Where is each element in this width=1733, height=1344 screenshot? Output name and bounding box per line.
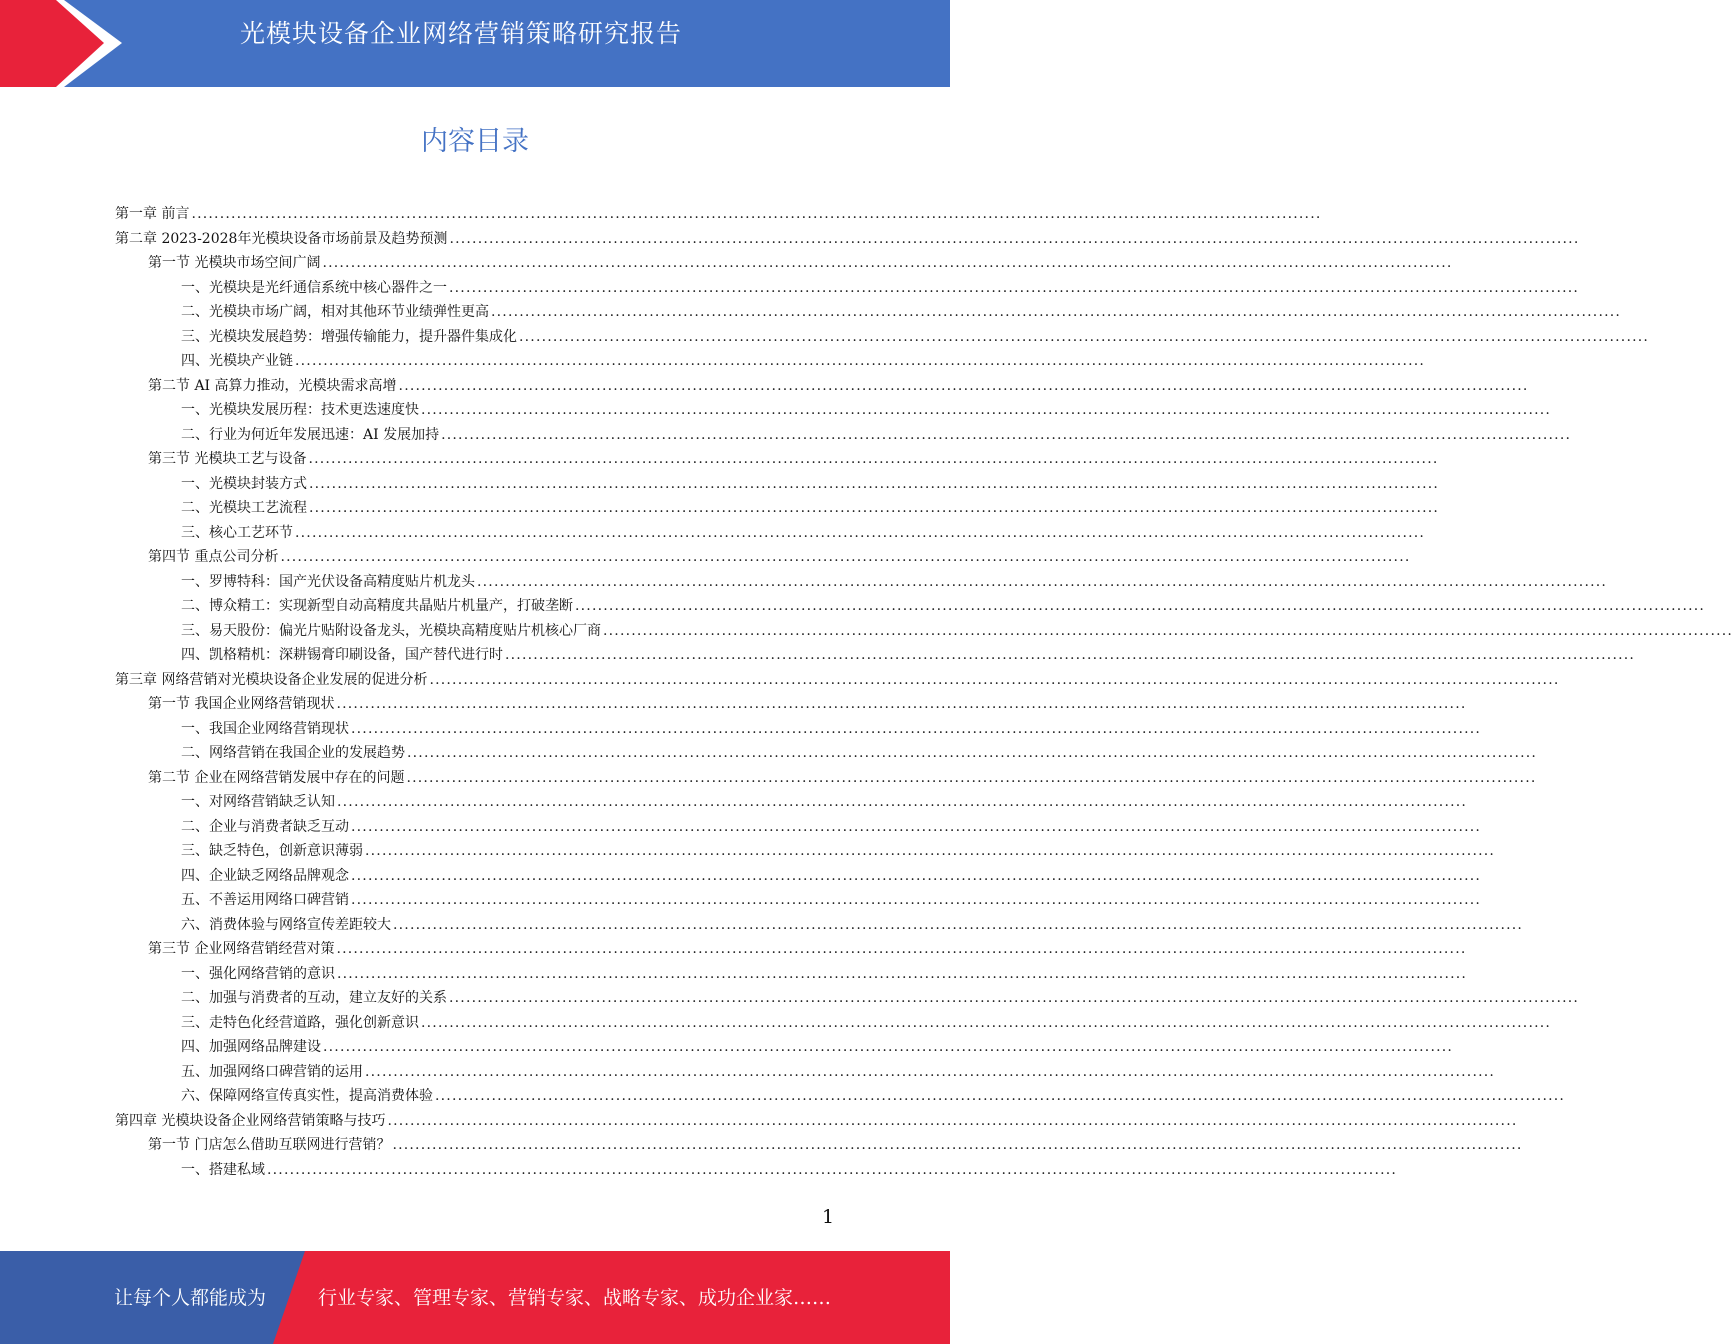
toc-entry[interactable] — [0, 790, 1468, 815]
toc-entry[interactable] — [0, 570, 1608, 595]
toc-leader-dots: ........................................................................................................................................................................................................ — [322, 255, 1453, 271]
toc-entry[interactable] — [0, 619, 1733, 644]
toc-entry[interactable] — [0, 447, 1439, 472]
toc-entry[interactable] — [0, 643, 1636, 668]
toc-leader-dots: ........................................................................................................................................................................................................ — [336, 941, 1467, 957]
toc-entry[interactable] — [0, 202, 1322, 227]
report-title: 光模块设备企业网络营销策略研究报告 — [240, 19, 683, 48]
toc-leader-dots: ........................................................................................................................................................................................................ — [406, 769, 1537, 786]
toc-entry[interactable] — [0, 1011, 1552, 1036]
toc-entry[interactable] — [0, 888, 1482, 913]
toc-title: 内容目录 — [421, 126, 529, 157]
report-header — [0, 0, 950, 87]
toc-entry-label: 一、搭建私域 — [181, 1161, 265, 1178]
toc-entry-label: 一、对网络营销缺乏认知 — [181, 794, 335, 810]
toc-entry-label: 三、核心工艺环节 — [181, 524, 293, 541]
toc-entry[interactable] — [0, 1035, 1454, 1060]
toc-leader-dots: ........................................................................................................................................................................................................ — [351, 818, 1482, 835]
toc-entry-label: 第四节 重点公司分析 — [148, 549, 279, 565]
toc-entry[interactable] — [0, 398, 1552, 423]
toc-leader-dots: ........................................................................................................................................................................................................ — [449, 990, 1580, 1006]
toc-entry-label: 二、企业与消费者缺乏互动 — [181, 818, 349, 835]
toc-leader-dots: ........................................................................................................................................................................................................ — [295, 524, 1426, 541]
toc-entry-label: 四、企业缺乏网络品牌观念 — [181, 867, 349, 884]
toc-entry-label: 二、光模块市场广阔，相对其他环节业绩弹性更高 — [181, 304, 489, 320]
toc-entry[interactable] — [0, 521, 1426, 546]
toc-entry-label: 三、光模块发展趋势：增强传输能力，提升器件集成化 — [181, 328, 517, 345]
toc-entry[interactable] — [0, 913, 1524, 938]
toc-entry[interactable] — [0, 839, 1496, 864]
toc-entry-label: 一、我国企业网络营销现状 — [181, 720, 349, 737]
toc-entry-label: 第三节 光模块工艺与设备 — [148, 451, 307, 467]
toc-leader-dots: ........................................................................................................................................................................................................ — [392, 1137, 1523, 1153]
toc-entry-label: 二、博众精工：实现新型自动高精度共晶贴片机量产，打破垄断 — [181, 598, 573, 614]
footer-banner — [0, 1251, 950, 1344]
toc-entry-label: 第二节 AI 高算力推动，光模块需求高增 — [148, 377, 397, 394]
toc-entry-label: 一、强化网络营销的意识 — [181, 965, 335, 982]
toc-leader-dots: ........................................................................................................................................................................................................ — [449, 230, 1580, 247]
toc-entry-label: 二、网络营销在我国企业的发展趋势 — [181, 745, 405, 761]
toc-leader-dots: ........................................................................................................................................................................................................ — [449, 279, 1580, 296]
toc-leader-dots: ........................................................................................................................................................................................................ — [491, 304, 1622, 320]
toc-entry[interactable] — [0, 1060, 1496, 1085]
toc-leader-dots: ........................................................................................................................................................................................................ — [575, 598, 1706, 614]
toc-entry[interactable] — [0, 692, 1467, 717]
toc-entry[interactable] — [0, 374, 1529, 399]
footer-roles: 行业专家、管理专家、营销专家、战略专家、成功企业家…… — [318, 1287, 832, 1309]
toc-leader-dots: ........................................................................................................................................................................................................ — [365, 843, 1496, 859]
toc-entry-label: 一、光模块发展历程：技术更迭速度快 — [181, 402, 419, 418]
toc-entry-label: 四、凯格精机：深耕锡膏印刷设备，国产替代进行时 — [181, 647, 503, 663]
toc-entry[interactable] — [0, 668, 1560, 693]
toc-entry-label: 第二章 2023-2028年光模块设备市场前景及趋势预测 — [115, 230, 448, 247]
toc-leader-dots: ........................................................................................................................................................................................................ — [477, 573, 1608, 590]
toc-entry[interactable] — [0, 717, 1482, 742]
toc-entry[interactable] — [0, 962, 1468, 987]
toc-entry-label: 第三章 网络营销对光模块设备企业发展的促进分析 — [115, 671, 428, 688]
toc-leader-dots: ........................................................................................................................................................................................................ — [365, 1063, 1496, 1080]
toc-entry-label: 一、罗博特科：国产光伏设备高精度贴片机龙头 — [181, 573, 475, 590]
toc-entry[interactable] — [0, 815, 1482, 840]
page-number: 1 — [822, 1206, 835, 1228]
toc-entry[interactable] — [0, 766, 1537, 791]
toc-leader-dots: ........................................................................................................................................................................................................ — [309, 475, 1440, 492]
toc-entry-label: 三、缺乏特色，创新意识薄弱 — [181, 843, 363, 859]
toc-entry-label: 第二节 企业在网络营销发展中存在的问题 — [148, 769, 405, 786]
toc-leader-dots: ........................................................................................................................................................................................................ — [441, 426, 1572, 443]
toc-entry[interactable] — [0, 937, 1467, 962]
toc-entry-label: 六、保障网络宣传真实性，提高消费体验 — [181, 1088, 433, 1104]
toc-leader-dots: ........................................................................................................................................................................................................ — [337, 794, 1468, 810]
toc-entry-label: 第三节 企业网络营销经营对策 — [148, 941, 335, 957]
toc-entry-label: 二、光模块工艺流程 — [181, 500, 307, 516]
toc-leader-dots: ........................................................................................................................................................................................................ — [519, 328, 1650, 345]
toc-leader-dots: ........................................................................................................................................................................................................ — [191, 206, 1322, 222]
toc-leader-dots: ........................................................................................................................................................................................................ — [280, 549, 1411, 565]
toc-entry[interactable] — [0, 251, 1453, 276]
toc-entry[interactable] — [0, 986, 1580, 1011]
toc-leader-dots: ........................................................................................................................................................................................................ — [337, 965, 1468, 982]
toc-entry-label: 五、不善运用网络口碑营销 — [181, 892, 349, 908]
toc-leader-dots: ........................................................................................................................................................................................................ — [308, 451, 1439, 467]
toc-leader-dots: ........................................................................................................................................................................................................ — [323, 1039, 1454, 1055]
footer-slogan: 让每个人都能成为 — [114, 1287, 267, 1309]
toc-entry-label: 二、行业为何近年发展迅速：AI 发展加持 — [181, 426, 440, 443]
toc-entry[interactable] — [0, 423, 1572, 448]
toc-leader-dots: ........................................................................................................................................................................................................ — [421, 1014, 1552, 1031]
toc-leader-dots: ........................................................................................................................................................................................................ — [336, 696, 1467, 712]
toc-leader-dots: ........................................................................................................................................................................................................ — [351, 892, 1482, 908]
toc-entry[interactable] — [0, 496, 1440, 521]
toc-entry-label: 六、消费体验与网络宣传差距较大 — [181, 916, 391, 933]
toc-entry-label: 三、易天股份：偏光片贴附设备龙头，光模块高精度贴片机核心厂商 — [181, 622, 601, 639]
toc-leader-dots: ........................................................................................................................................................................................................ — [387, 1112, 1518, 1129]
toc-entry-label: 五、加强网络口碑营销的运用 — [181, 1063, 363, 1080]
toc-leader-dots: ........................................................................................................................................................................................................ — [429, 671, 1560, 688]
toc-entry-label: 三、走特色化经营道路，强化创新意识 — [181, 1014, 419, 1031]
toc-entry[interactable] — [0, 300, 1622, 325]
toc-entry-label: 一、光模块是光纤通信系统中核心器件之一 — [181, 279, 447, 296]
toc-entry[interactable] — [0, 325, 1650, 350]
toc-leader-dots: ........................................................................................................................................................................................................ — [421, 402, 1552, 418]
toc-leader-dots: ........................................................................................................................................................................................................ — [351, 720, 1482, 737]
toc-entry[interactable] — [0, 545, 1411, 570]
toc-leader-dots: ........................................................................................................................................................................................................ — [505, 647, 1636, 663]
toc-entry-label: 一、光模块封装方式 — [181, 475, 307, 492]
toc-entry[interactable] — [0, 1158, 1398, 1183]
toc-leader-dots: ........................................................................................................................................................................................................ — [398, 377, 1529, 394]
toc-leader-dots: ........................................................................................................................................................................................................ — [407, 745, 1538, 761]
toc-entry-label: 第一节 光模块市场空间广阔 — [148, 255, 321, 271]
toc-entry[interactable] — [0, 1109, 1518, 1134]
toc-leader-dots: ........................................................................................................................................................................................................ — [393, 916, 1524, 933]
toc-leader-dots: ........................................................................................................................................................................................................ — [351, 867, 1482, 884]
toc-entry[interactable] — [0, 741, 1538, 766]
toc-entry[interactable] — [0, 1133, 1523, 1158]
toc-leader-dots: ........................................................................................................................................................................................................ — [267, 1161, 1398, 1178]
toc-entry-label: 第一章 前言 — [115, 206, 190, 222]
toc-entry[interactable] — [0, 594, 1706, 619]
toc-entry-label: 第四章 光模块设备企业网络营销策略与技巧 — [115, 1112, 386, 1129]
toc-entry[interactable] — [0, 349, 1426, 374]
toc-leader-dots: ........................................................................................................................................................................................................ — [603, 622, 1733, 639]
toc-leader-dots: ........................................................................................................................................................................................................ — [435, 1088, 1566, 1104]
toc-entry-label: 四、光模块产业链 — [181, 353, 293, 369]
header-arrow-decoration — [0, 0, 130, 87]
toc-entry[interactable] — [0, 472, 1440, 497]
toc-entry-label: 第一节 门店怎么借助互联网进行营销？ — [148, 1137, 391, 1153]
toc-entry-label: 第一节 我国企业网络营销现状 — [148, 696, 335, 712]
table-of-contents — [0, 202, 1733, 1202]
toc-entry-label: 四、加强网络品牌建设 — [181, 1039, 321, 1055]
toc-leader-dots: ........................................................................................................................................................................................................ — [295, 353, 1426, 369]
toc-leader-dots: ........................................................................................................................................................................................................ — [309, 500, 1440, 516]
toc-entry-label: 二、加强与消费者的互动，建立友好的关系 — [181, 990, 447, 1006]
toc-entry[interactable] — [0, 1084, 1566, 1109]
toc-entry[interactable] — [0, 227, 1580, 252]
toc-entry[interactable] — [0, 864, 1482, 889]
toc-entry[interactable] — [0, 276, 1580, 301]
